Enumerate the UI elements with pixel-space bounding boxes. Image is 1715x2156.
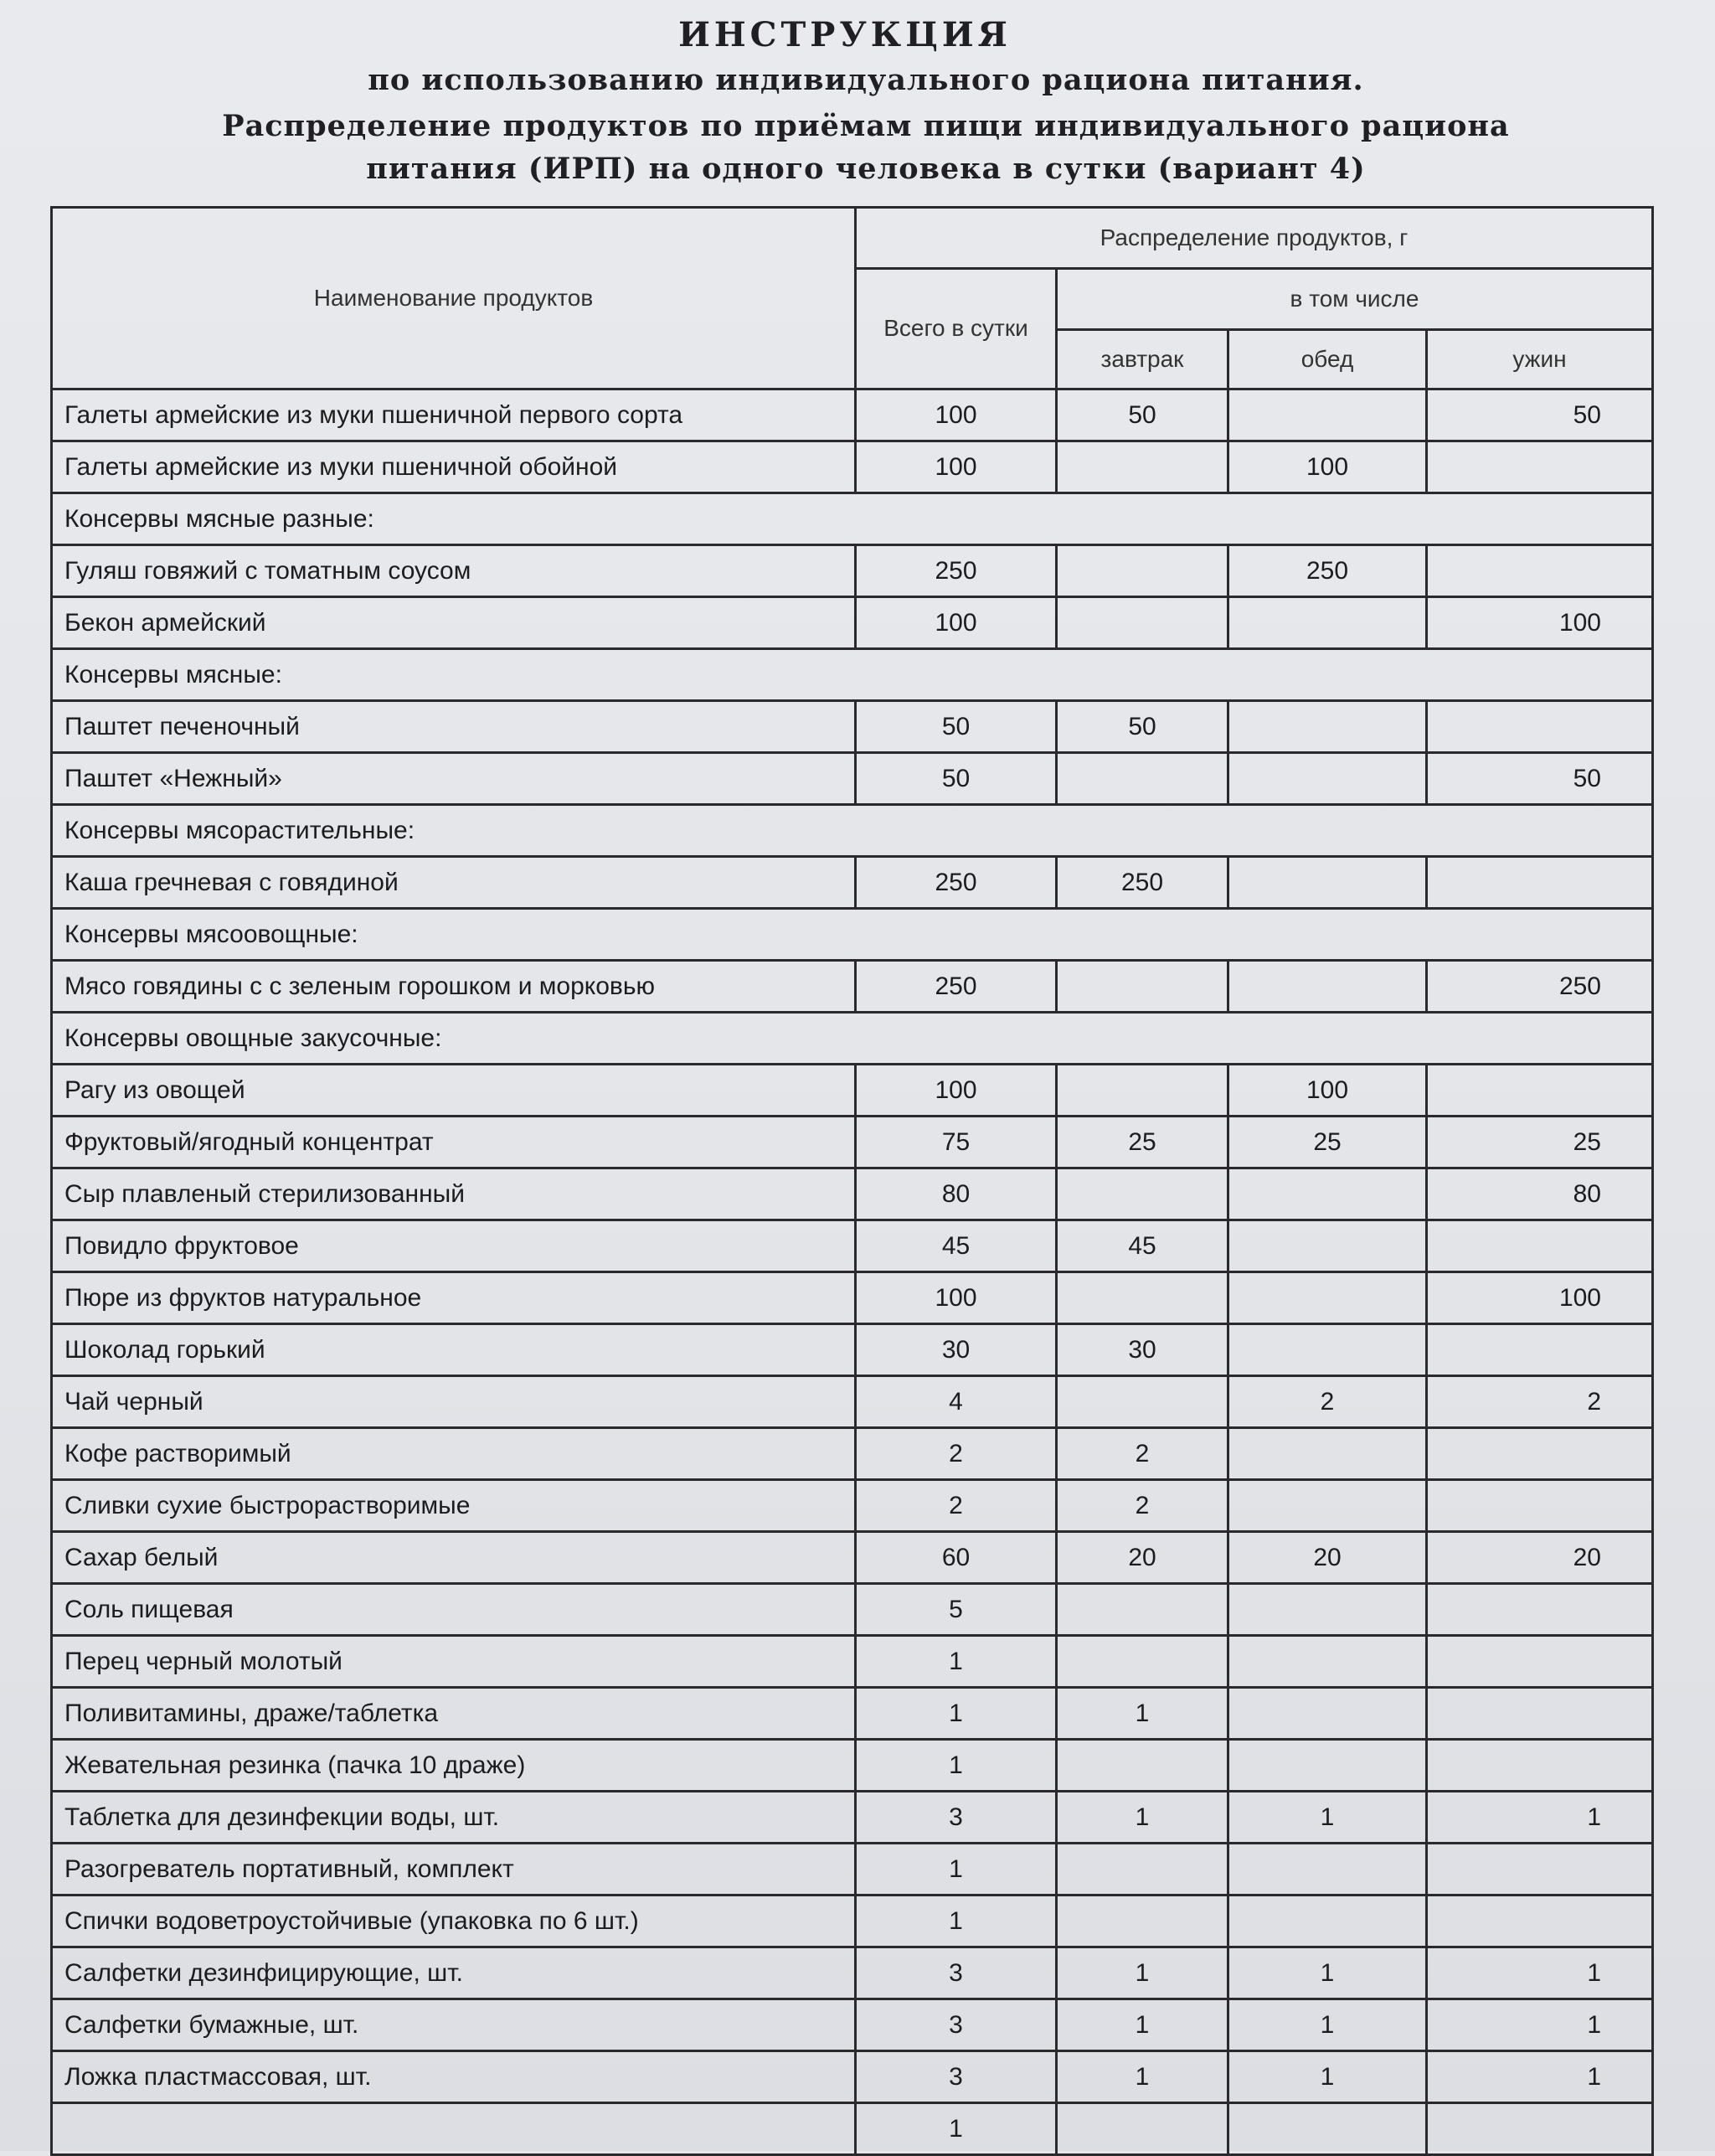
product-name-cell: Сахар белый xyxy=(52,1532,856,1584)
total-cell: 3 xyxy=(856,1999,1057,2051)
product-name-cell: Паштет печеночный xyxy=(52,701,856,753)
total-cell: 1 xyxy=(856,2103,1057,2155)
table-row xyxy=(52,1324,1653,1376)
table-row xyxy=(52,1220,1653,1272)
product-name-cell: Сливки сухие быстрорастворимые xyxy=(52,1480,856,1532)
dinner-cell xyxy=(1427,1636,1653,1688)
table-row xyxy=(52,1117,1653,1168)
product-name-cell: Фруктовый/ягодный концентрат xyxy=(52,1117,856,1168)
dinner-cell xyxy=(1427,701,1653,753)
group-label: Консервы мясные разные: xyxy=(52,493,1653,545)
breakfast-cell xyxy=(1057,1376,1228,1428)
table-row xyxy=(52,857,1653,909)
lunch-cell: 20 xyxy=(1228,1532,1427,1584)
group-label: Консервы мясные: xyxy=(52,649,1653,701)
table-row xyxy=(52,1272,1653,1324)
breakfast-cell xyxy=(1057,1584,1228,1636)
group-label: Консервы овощные закусочные: xyxy=(52,1013,1653,1065)
lunch-cell: 1 xyxy=(1228,1947,1427,1999)
breakfast-cell: 2 xyxy=(1057,1480,1228,1532)
table-row xyxy=(52,1792,1653,1844)
lunch-cell xyxy=(1228,1636,1427,1688)
table-group-row xyxy=(52,493,1653,545)
column-header-dinner: ужин xyxy=(1427,330,1653,389)
table-row xyxy=(52,753,1653,805)
total-cell: 2 xyxy=(856,1480,1057,1532)
lunch-cell xyxy=(1228,1896,1427,1947)
total-cell: 100 xyxy=(856,389,1057,441)
dinner-cell xyxy=(1427,857,1653,909)
total-cell: 3 xyxy=(856,2051,1057,2103)
table-row xyxy=(52,1688,1653,1740)
dinner-cell xyxy=(1427,1428,1653,1480)
table-row xyxy=(52,1999,1653,2051)
lunch-cell xyxy=(1228,961,1427,1013)
breakfast-cell: 1 xyxy=(1057,1999,1228,2051)
product-name-cell: Галеты армейские из муки пшеничной обойной xyxy=(52,441,856,493)
lunch-cell: 1 xyxy=(1228,2051,1427,2103)
dinner-cell xyxy=(1427,1844,1653,1896)
group-label: Консервы мясоовощные: xyxy=(52,909,1653,961)
total-cell: 250 xyxy=(856,545,1057,597)
breakfast-cell xyxy=(1057,961,1228,1013)
dinner-cell: 100 xyxy=(1427,597,1653,649)
document-subtitle: по использованию индивидуального рациона питания. xyxy=(368,63,1364,97)
lunch-cell xyxy=(1228,1428,1427,1480)
breakfast-cell: 1 xyxy=(1057,2051,1228,2103)
table-row xyxy=(52,1168,1653,1220)
table-row xyxy=(52,1844,1653,1896)
product-name-cell: Кофе растворимый xyxy=(52,1428,856,1480)
dinner-cell: 250 xyxy=(1427,961,1653,1013)
table-row xyxy=(52,961,1653,1013)
table-row xyxy=(52,389,1653,441)
breakfast-cell: 20 xyxy=(1057,1532,1228,1584)
table-row xyxy=(52,1428,1653,1480)
total-cell: 250 xyxy=(856,857,1057,909)
product-name-cell: Чай черный xyxy=(52,1376,856,1428)
total-cell: 1 xyxy=(856,1740,1057,1792)
product-name-cell: Таблетка для дезинфекции воды, шт. xyxy=(52,1792,856,1844)
total-cell: 80 xyxy=(856,1168,1057,1220)
total-cell: 5 xyxy=(856,1584,1057,1636)
breakfast-cell: 30 xyxy=(1057,1324,1228,1376)
total-cell: 30 xyxy=(856,1324,1057,1376)
lunch-cell: 1 xyxy=(1228,1999,1427,2051)
breakfast-cell: 25 xyxy=(1057,1117,1228,1168)
column-header-including: в том числе xyxy=(1057,269,1653,330)
product-name-cell: Ложка пластмассовая, шт. xyxy=(52,2051,856,2103)
lunch-cell: 100 xyxy=(1228,1065,1427,1117)
subtitle-line-1: Распределение продуктов по приёмам пищи индивидуального рациона xyxy=(222,109,1510,143)
column-header-lunch: обед xyxy=(1228,330,1427,389)
product-name-cell: Повидло фруктовое xyxy=(52,1220,856,1272)
table-row xyxy=(52,545,1653,597)
product-name-cell: Соль пищевая xyxy=(52,1584,856,1636)
table-row xyxy=(52,1896,1653,1947)
total-cell: 100 xyxy=(856,597,1057,649)
table-row xyxy=(52,701,1653,753)
document-header xyxy=(0,15,1715,191)
dinner-cell xyxy=(1427,1480,1653,1532)
total-cell: 1 xyxy=(856,1844,1057,1896)
dinner-cell: 100 xyxy=(1427,1272,1653,1324)
dinner-cell: 20 xyxy=(1427,1532,1653,1584)
lunch-cell xyxy=(1228,1688,1427,1740)
product-name-cell: Пюре из фруктов натуральное xyxy=(52,1272,856,1324)
dinner-cell xyxy=(1427,1065,1653,1117)
document-subtitle-2 xyxy=(17,106,1715,191)
lunch-cell xyxy=(1228,701,1427,753)
breakfast-cell xyxy=(1057,1740,1228,1792)
breakfast-cell: 1 xyxy=(1057,1792,1228,1844)
total-cell: 1 xyxy=(856,1896,1057,1947)
total-cell: 100 xyxy=(856,1272,1057,1324)
product-name-cell: Поливитамины, драже/таблетка xyxy=(52,1688,856,1740)
breakfast-cell xyxy=(1057,1636,1228,1688)
table-row xyxy=(52,597,1653,649)
table-row xyxy=(52,2051,1653,2103)
lunch-cell xyxy=(1228,857,1427,909)
product-name-cell: Сыр плавленый стерилизованный xyxy=(52,1168,856,1220)
breakfast-cell xyxy=(1057,753,1228,805)
table-header xyxy=(52,208,1653,389)
table-group-row xyxy=(52,649,1653,701)
lunch-cell xyxy=(1228,753,1427,805)
document-title: ИНСТРУКЦИЯ xyxy=(678,15,1012,54)
breakfast-cell: 1 xyxy=(1057,1947,1228,1999)
product-name-cell: Жевательная резинка (пачка 10 драже) xyxy=(52,1740,856,1792)
lunch-cell xyxy=(1228,1272,1427,1324)
breakfast-cell xyxy=(1057,441,1228,493)
table-row xyxy=(52,1065,1653,1117)
breakfast-cell xyxy=(1057,1844,1228,1896)
product-name-cell: Шоколад горький xyxy=(52,1324,856,1376)
lunch-cell xyxy=(1228,597,1427,649)
lunch-cell xyxy=(1228,1740,1427,1792)
dinner-cell xyxy=(1427,1584,1653,1636)
product-name-cell: Салфетки дезинфицирующие, шт. xyxy=(52,1947,856,1999)
table-group-row xyxy=(52,1013,1653,1065)
lunch-cell xyxy=(1228,1168,1427,1220)
dinner-cell: 1 xyxy=(1427,1999,1653,2051)
breakfast-cell: 45 xyxy=(1057,1220,1228,1272)
breakfast-cell: 2 xyxy=(1057,1428,1228,1480)
dinner-cell xyxy=(1427,1896,1653,1947)
column-header-total: Всего в сутки xyxy=(856,269,1057,389)
breakfast-cell: 250 xyxy=(1057,857,1228,909)
lunch-cell: 100 xyxy=(1228,441,1427,493)
dinner-cell: 50 xyxy=(1427,389,1653,441)
total-cell: 4 xyxy=(856,1376,1057,1428)
lunch-cell xyxy=(1228,2103,1427,2155)
breakfast-cell xyxy=(1057,1168,1228,1220)
total-cell: 3 xyxy=(856,1792,1057,1844)
table-row xyxy=(52,1740,1653,1792)
table-row xyxy=(52,1376,1653,1428)
breakfast-cell xyxy=(1057,1065,1228,1117)
product-name-cell: Салфетки бумажные, шт. xyxy=(52,1999,856,2051)
lunch-cell xyxy=(1228,389,1427,441)
total-cell: 3 xyxy=(856,1947,1057,1999)
table-body xyxy=(52,389,1653,2155)
product-name-cell: Перец черный молотый xyxy=(52,1636,856,1688)
dinner-cell: 1 xyxy=(1427,2051,1653,2103)
breakfast-cell: 50 xyxy=(1057,701,1228,753)
breakfast-cell xyxy=(1057,1272,1228,1324)
product-name-cell: Разогреватель портативный, комплект xyxy=(52,1844,856,1896)
total-cell: 1 xyxy=(856,1636,1057,1688)
dinner-cell xyxy=(1427,545,1653,597)
total-cell: 60 xyxy=(856,1532,1057,1584)
product-name-cell: Бекон армейский xyxy=(52,597,856,649)
product-name-cell: Рагу из овощей xyxy=(52,1065,856,1117)
dinner-cell: 1 xyxy=(1427,1947,1653,1999)
product-name-cell: Каша гречневая с говядиной xyxy=(52,857,856,909)
dinner-cell: 50 xyxy=(1427,753,1653,805)
dinner-cell xyxy=(1427,2103,1653,2155)
lunch-cell xyxy=(1228,1220,1427,1272)
column-header-distribution: Распределение продуктов, г xyxy=(856,208,1653,269)
table-row xyxy=(52,1532,1653,1584)
breakfast-cell xyxy=(1057,545,1228,597)
subtitle-line-2: питания (ИРП) на одного человека в сутки (вариант 4) xyxy=(366,151,1366,186)
dinner-cell xyxy=(1427,1324,1653,1376)
dinner-cell xyxy=(1427,1688,1653,1740)
table-row xyxy=(52,441,1653,493)
product-name-cell: Паштет «Нежный» xyxy=(52,753,856,805)
table-group-row xyxy=(52,805,1653,857)
product-name-cell: Мясо говядины с с зеленым горошком и морковью xyxy=(52,961,856,1013)
lunch-cell: 2 xyxy=(1228,1376,1427,1428)
table-row xyxy=(52,2103,1653,2155)
breakfast-cell xyxy=(1057,2103,1228,2155)
product-name-cell xyxy=(52,2103,856,2155)
lunch-cell xyxy=(1228,1480,1427,1532)
breakfast-cell xyxy=(1057,1896,1228,1947)
total-cell: 100 xyxy=(856,1065,1057,1117)
dinner-cell xyxy=(1427,1220,1653,1272)
product-name-cell: Гуляш говяжий с томатным соусом xyxy=(52,545,856,597)
total-cell: 100 xyxy=(856,441,1057,493)
table-row xyxy=(52,1480,1653,1532)
product-name-cell: Галеты армейские из муки пшеничной первого сорта xyxy=(52,389,856,441)
breakfast-cell: 50 xyxy=(1057,389,1228,441)
total-cell: 45 xyxy=(856,1220,1057,1272)
product-name-cell: Спички водоветроустойчивые (упаковка по 6 шт.) xyxy=(52,1896,856,1947)
column-header-breakfast: завтрак xyxy=(1057,330,1228,389)
table-group-row xyxy=(52,909,1653,961)
lunch-cell: 25 xyxy=(1228,1117,1427,1168)
column-header-name: Наименование продуктов xyxy=(52,208,856,389)
lunch-cell xyxy=(1228,1844,1427,1896)
table-row xyxy=(52,1584,1653,1636)
dinner-cell xyxy=(1427,441,1653,493)
breakfast-cell: 1 xyxy=(1057,1688,1228,1740)
lunch-cell: 250 xyxy=(1228,545,1427,597)
total-cell: 1 xyxy=(856,1688,1057,1740)
total-cell: 75 xyxy=(856,1117,1057,1168)
breakfast-cell xyxy=(1057,597,1228,649)
dinner-cell: 25 xyxy=(1427,1117,1653,1168)
table-row xyxy=(52,1947,1653,1999)
total-cell: 50 xyxy=(856,753,1057,805)
group-label: Консервы мясорастительные: xyxy=(52,805,1653,857)
ration-distribution-table xyxy=(50,206,1654,2156)
dinner-cell: 1 xyxy=(1427,1792,1653,1844)
dinner-cell: 80 xyxy=(1427,1168,1653,1220)
dinner-cell xyxy=(1427,1740,1653,1792)
total-cell: 250 xyxy=(856,961,1057,1013)
lunch-cell xyxy=(1228,1584,1427,1636)
dinner-cell: 2 xyxy=(1427,1376,1653,1428)
lunch-cell: 1 xyxy=(1228,1792,1427,1844)
total-cell: 2 xyxy=(856,1428,1057,1480)
lunch-cell xyxy=(1228,1324,1427,1376)
table-row xyxy=(52,1636,1653,1688)
total-cell: 50 xyxy=(856,701,1057,753)
